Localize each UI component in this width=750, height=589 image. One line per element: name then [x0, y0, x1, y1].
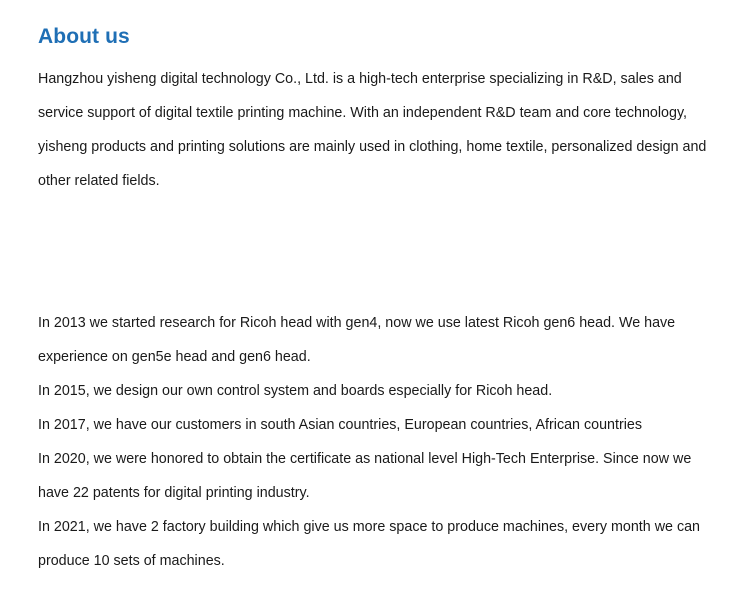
section-spacer: [38, 198, 712, 306]
timeline-entry: In 2021, we have 2 factory building which give us more space to produce machines, every month we can produce 10 sets of machines.: [38, 519, 700, 569]
timeline-entry: In 2017, we have our customers in south Asian countries, European countries, African countries: [38, 417, 642, 433]
intro-section: [38, 62, 712, 198]
timeline-entry: In 2020, we were honored to obtain the certificate as national level High-Tech Enterprise. Since now we have 22 patents for digital printing industry.: [38, 451, 692, 501]
timeline-entry: In 2015, we design our own control system and boards especially for Ricoh head.: [38, 383, 553, 399]
intro-paragraph: Hangzhou yisheng digital technology Co., Ltd. is a high-tech enterprise specializing in R&D, sales and service support of digital textile printing machine. With an independent R&D team and core technology, yisheng products and printing solutions are mainly used in clothing, home textile, personalized design and other related fields.: [38, 71, 707, 189]
timeline-entry: In 2013 we started research for Ricoh head with gen4, now we use latest Ricoh gen6 head. We have experience on gen5e head and gen6 head.: [38, 315, 676, 365]
page-title: About us: [38, 25, 130, 48]
company-timeline: [38, 306, 712, 578]
